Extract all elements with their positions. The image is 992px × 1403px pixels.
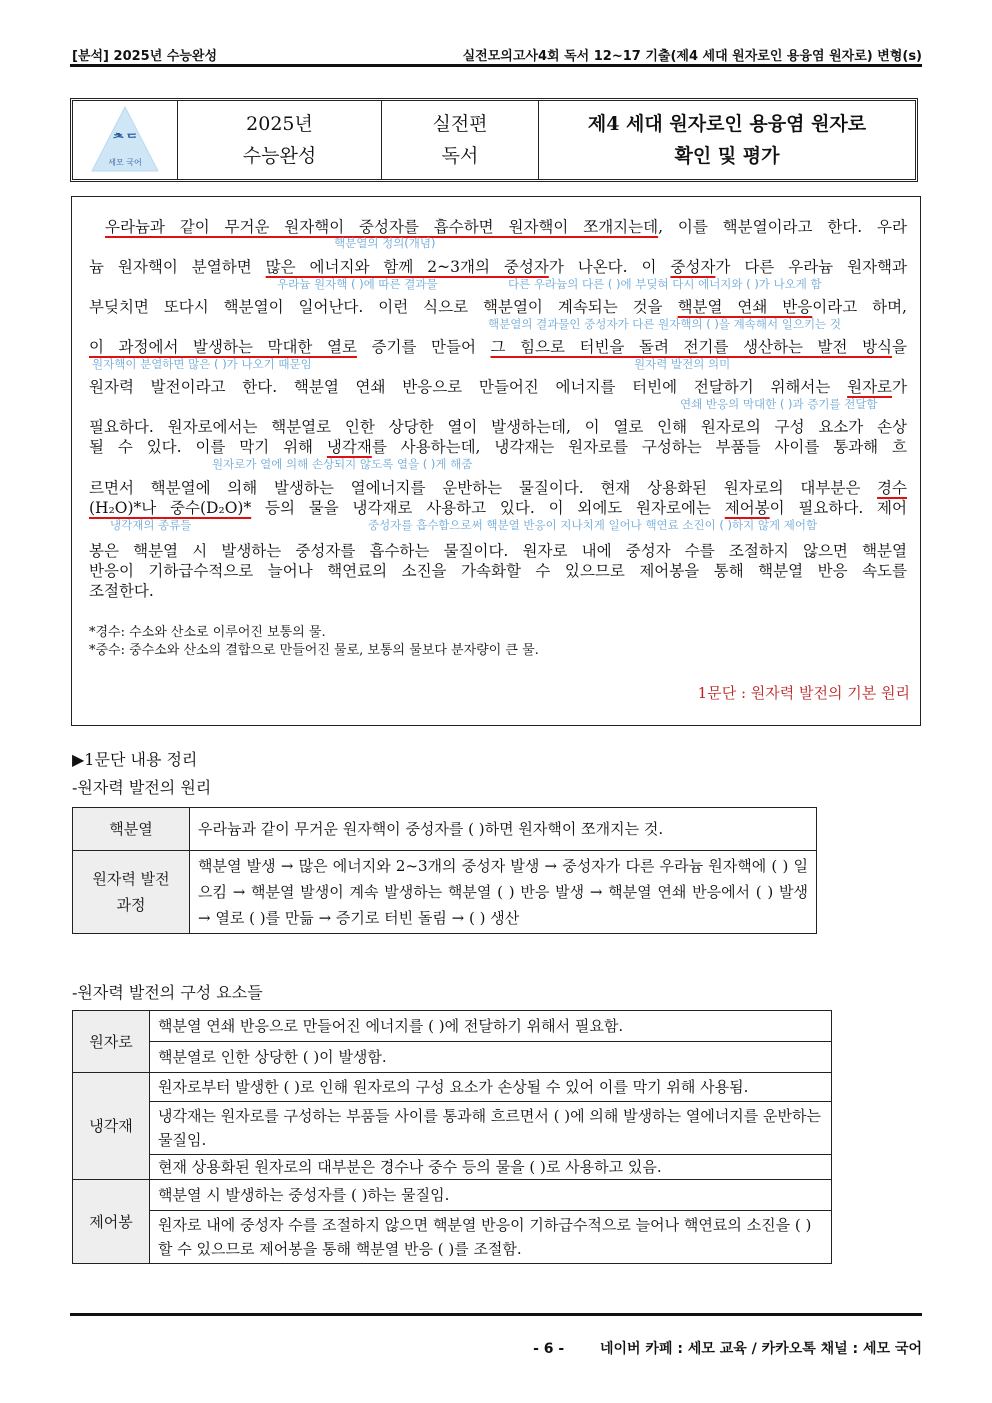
annotation: 핵분열의 정의(개념) — [334, 236, 436, 250]
passage-line-3: 부딪치면 또다시 핵분열이 일어난다. 이런 식으로 핵분열이 계속되는 것을 핵분열 연쇄 반응이라고 하며, — [89, 298, 907, 316]
header-rule — [70, 64, 922, 67]
table-row — [73, 851, 817, 934]
title-part: 실전편 — [432, 113, 488, 135]
footer-rule — [70, 1313, 922, 1316]
logo — [90, 105, 160, 175]
annotation: 다른 우라늄의 다른 ( )에 부딪혀 다시 에너지와 ( )가 나오게 함 — [508, 277, 822, 291]
header-left: [분석] 2025년 수능완성 — [72, 49, 218, 64]
table-cell: 우라늄과 같이 무거운 원자핵이 중성자를 ( )하면 원자핵이 쪼개지는 것. — [190, 808, 817, 851]
annotation: 우라늄 원자핵 ( )에 따른 결과물 — [277, 277, 438, 291]
table-cell: 핵분열 발생 → 많은 에너지와 2~3개의 중성자 발생 → 중성자가 다른 우라늄 원자핵에 ( ) 일으킴 → 핵분열 발생이 계속 발생하는 핵분열 ( ) 반응 발생 → 핵분열 연쇄 반응에서 ( ) 발생 → 열로 ( )를 만듦 → 증기로 터빈 돌림 → ( ) 생산 — [190, 851, 817, 934]
table-row — [73, 1042, 832, 1073]
passage-line-5: 원자력 발전이라고 한다. 핵분열 연쇄 반응으로 만들어진 에너지를 터빈에 전달하기 위해서는 원자로가 — [89, 378, 907, 396]
logo-text: 세모 국어 — [108, 158, 142, 167]
paragraph-title: 1문단 : 원자력 발전의 기본 원리 — [697, 684, 910, 702]
table-row — [73, 1180, 832, 1211]
table-header-cell: 핵분열 — [73, 808, 190, 851]
passage-line-10: 봉은 핵분열 시 발생하는 중성자를 흡수하는 물질이다. 원자로 내에 중성자 수를 조절하지 않으면 핵분열 — [89, 542, 907, 560]
title-year: 2025년 — [246, 113, 313, 135]
summary-subheading-2: -원자력 발전의 구성 요소들 — [72, 983, 263, 1002]
table-cell: 핵분열 시 발생하는 중성자를 ( )하는 물질임. — [150, 1180, 832, 1211]
annotation: 원자로가 열에 의해 손상되지 않도록 열을 ( )게 해줌 — [212, 457, 473, 471]
table-cell: 원자로부터 발생한 ( )로 인해 원자로의 구성 요소가 손상될 수 있어 이를 막기 위해 사용됨. — [150, 1073, 832, 1102]
header-right: 실전모의고사4회 독서 12~17 기출(제4 세대 원자로인 용융염 원자로) 변형(s) — [462, 49, 922, 64]
footer — [533, 1338, 922, 1358]
annotation: 냉각재의 종류들 — [110, 518, 192, 532]
table-cell: 원자로 내에 중성자 수를 조절하지 않으면 핵분열 반응이 기하급수적으로 늘어나 핵연료의 소진을 ( )할 수 있으므로 제어봉을 통해 핵분열 반응 ( )를 조절함. — [150, 1211, 832, 1264]
svg-text:ᄎᄃ: ᄎᄃ — [111, 133, 139, 149]
title-box — [70, 98, 918, 182]
components-table — [72, 1010, 832, 1264]
summary-heading: ▶1문단 내용 정리 — [72, 750, 198, 769]
footnote-heavy-water: *중수: 중수소와 산소의 결합으로 만들어진 물로, 보통의 물보다 분자량이 큰 물. — [89, 643, 539, 658]
passage-line-4: 이 과정에서 발생하는 막대한 열로 증기를 만들어 그 힘으로 터빈을 돌려 전기를 생산하는 발전 방식을 — [89, 338, 907, 356]
logo-cell — [73, 101, 178, 179]
table-row — [73, 1073, 832, 1102]
annotation: 핵분열의 결과물인 중성자가 다른 원자핵의 ( )을 계속해서 일으키는 것 — [488, 317, 841, 331]
table-cell: 냉각재는 원자로를 구성하는 부품들 사이를 통과해 흐르면서 ( )에 의해 발생하는 열에너지를 운반하는 물질임. — [150, 1102, 832, 1155]
table-header-cell: 원자력 발전 과정 — [73, 851, 190, 934]
title-section-cell — [382, 101, 539, 179]
principle-table — [72, 807, 817, 934]
passage-line-9: (H₂O)*나 중수(D₂O)* 등의 물을 냉각재로 사용하고 있다. 이 외에도 원자로에는 제어봉이 필요하다. 제어 — [89, 499, 907, 517]
title-subject: 독서 — [441, 145, 479, 167]
title-topic: 제4 세대 원자로인 용융염 원자로 — [587, 113, 867, 135]
table-cell: 핵분열로 인한 상당한 ( )이 발생함. — [150, 1042, 832, 1073]
annotation: 중성자를 흡수함으로써 핵분열 반응이 지나치게 일어나 핵연료 소진이 ( )하지 않게 제어함 — [368, 518, 818, 532]
page-number: - 6 - — [533, 1341, 565, 1357]
passage-line-8: 르면서 핵분열에 의해 발생하는 열에너지를 운반하는 물질이다. 현재 상용화된 원자로의 대부분은 경수 — [89, 479, 907, 497]
table-header-cell: 원자로 — [73, 1011, 150, 1073]
passage-line-7: 될 수 있다. 이를 막기 위해 냉각재를 사용하는데, 냉각재는 원자로를 구성하는 부품들 사이를 통과해 흐 — [89, 438, 907, 456]
footnote-light-water: *경수: 수소와 산소로 이루어진 보통의 물. — [89, 625, 326, 640]
table-row — [73, 1211, 832, 1264]
passage-line-12: 조절한다. — [89, 582, 154, 600]
passage-line-6: 필요하다. 원자로에서는 핵분열로 인한 상당한 열이 발생하는데, 이 열로 인해 원자로의 구성 요소가 손상 — [89, 418, 907, 436]
table-cell: 핵분열 연쇄 반응으로 만들어진 에너지를 ( )에 전달하기 위해서 필요함. — [150, 1011, 832, 1042]
passage-line-11: 반응이 기하급수적으로 늘어나 핵연료의 소진을 가속화할 수 있으므로 제어봉을 통해 핵분열 반응 속도를 — [89, 562, 907, 580]
table-row — [73, 1102, 832, 1155]
table-cell: 현재 상용화된 원자로의 대부분은 경수나 중수 등의 물을 ( )로 사용하고 있음. — [150, 1155, 832, 1180]
passage-line-2: 늄 원자핵이 분열하면 많은 에너지와 함께 2~3개의 중성자가 나온다. 이 중성자가 다른 우라늄 원자핵과 — [89, 258, 907, 276]
title-year-cell — [178, 101, 382, 179]
table-row — [73, 1011, 832, 1042]
table-header-cell: 냉각재 — [73, 1073, 150, 1180]
table-header-cell: 제어봉 — [73, 1180, 150, 1264]
title-subtitle: 확인 및 평가 — [674, 145, 780, 167]
footer-contact: 네이버 카페 : 세모 교육 / 카카오톡 채널 : 세모 국어 — [599, 1341, 922, 1357]
title-book: 수능완성 — [242, 145, 317, 167]
title-topic-cell — [539, 101, 915, 179]
annotation: 연쇄 반응의 막대한 ( )과 증기를 전달함 — [680, 397, 878, 411]
summary-subheading-1: -원자력 발전의 원리 — [72, 778, 212, 797]
table-row — [73, 808, 817, 851]
annotation: 원자핵이 분열하면 많은 ( )가 나오기 때문임 — [92, 357, 312, 371]
passage-line-1: 우라늄과 같이 무거운 원자핵이 중성자를 흡수하면 원자핵이 쪼개지는데, 이를 핵분열이라고 한다. 우라 — [105, 218, 907, 236]
table-row — [73, 1155, 832, 1180]
passage-box — [71, 196, 921, 726]
annotation: 원자력 발전의 의미 — [634, 357, 731, 371]
